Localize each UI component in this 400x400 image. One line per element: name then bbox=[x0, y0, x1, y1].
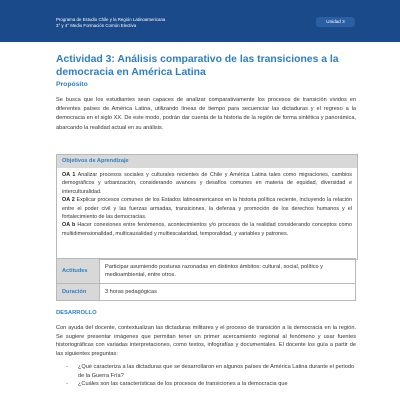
oa-item bbox=[62, 196, 352, 221]
objetivos-list bbox=[57, 168, 357, 241]
oa-item bbox=[62, 171, 352, 196]
info-table bbox=[56, 258, 356, 301]
program-line-2: 3° y 4° Medio Formación Común Electiva bbox=[56, 23, 137, 28]
objetivos-heading: Objetivos de Aprendizaje bbox=[57, 155, 357, 168]
list-item: - ¿Cuáles son las características de los procesos de transiciones a la democracia que bbox=[66, 380, 358, 389]
program-line-1: Programa de Estudio Chile y la Región Latinoamericana bbox=[56, 17, 166, 22]
guiding-questions bbox=[66, 363, 358, 389]
oa-code: OA 2 bbox=[62, 197, 75, 204]
desarrollo-heading: DESARROLLO bbox=[56, 310, 97, 316]
actitudes-value: Participar asumiendo posturas razonadas en distintos ámbitos: cultural, social, político y medioambiental, entre otros. bbox=[100, 259, 356, 284]
proposito-text: Se busca que los estudiantes sean capaces de analizar comparativamente los procesos de transición vividos en diferentes países de América Latina, utilizando líneas de tiempo para secuenciar las dictaduras y el regreso a la democracia en el siglo XX. De este modo, podrán dar cuenta de la historia de la región de forma sintética y panorámica, abarcando la realidad actual en su análisis. bbox=[56, 97, 356, 131]
table-row bbox=[57, 259, 356, 284]
list-item: - ¿Qué caracteriza a las dictaduras que se desarrollaron en algunos países de América Latina durante el periodo de la Guerra Fría? bbox=[66, 363, 358, 380]
table-row bbox=[57, 284, 356, 301]
desarrollo-text: Con ayuda del docente, contextualizan las dictaduras militares y el proceso de transición a la democracia en la región. Se sugiere presentar imágenes que permitan tener un primer acercamiento regional al fenómeno y usar fuentes historiográficas con variadas interpretaciones, como textos, infografías y documentales. El docente los guía a partir de las siguientes preguntas: bbox=[56, 325, 356, 357]
duracion-value: 3 horas pedagógicas bbox=[100, 284, 356, 301]
unit-badge: Unidad 3 bbox=[316, 17, 355, 27]
oa-text: Explicar procesos comunes de los Estados latinoamericanos en la historia política reciente, incluyendo la relación entre el poder civil y las fuerzas armadas, transiciones, la defensa y promoción de los derechos humanos y el fortalecimiento de las democracias. bbox=[62, 197, 352, 221]
oa-text: Analizar procesos sociales y culturales recientes de Chile y América Latina tales como migraciones, cambios demográficos y urbanización, considerando avances y desafíos comunes en materia de equidad, diversidad e interculturalidad. bbox=[62, 172, 352, 195]
oa-text: Hacer conexiones entre fenómenos, acontecimientos y/o procesos de la realidad considerando conceptos como multidimensionalidad, multicausalidad y multiescalaridad, temporalidad, y variables y patrones. bbox=[62, 222, 352, 237]
program-header bbox=[56, 17, 165, 29]
objetivos-box bbox=[56, 154, 358, 260]
oa-item bbox=[62, 221, 352, 238]
oa-code: OA b bbox=[62, 222, 76, 229]
actitudes-label: Actitudes bbox=[57, 259, 100, 284]
activity-title: Actividad 3: Análisis comparativo de las transiciones a la democracia en América Latina bbox=[56, 54, 339, 78]
oa-code: OA 1 bbox=[62, 172, 76, 178]
proposito-heading: Propósito bbox=[56, 81, 88, 88]
duracion-label: Duración bbox=[57, 284, 100, 301]
